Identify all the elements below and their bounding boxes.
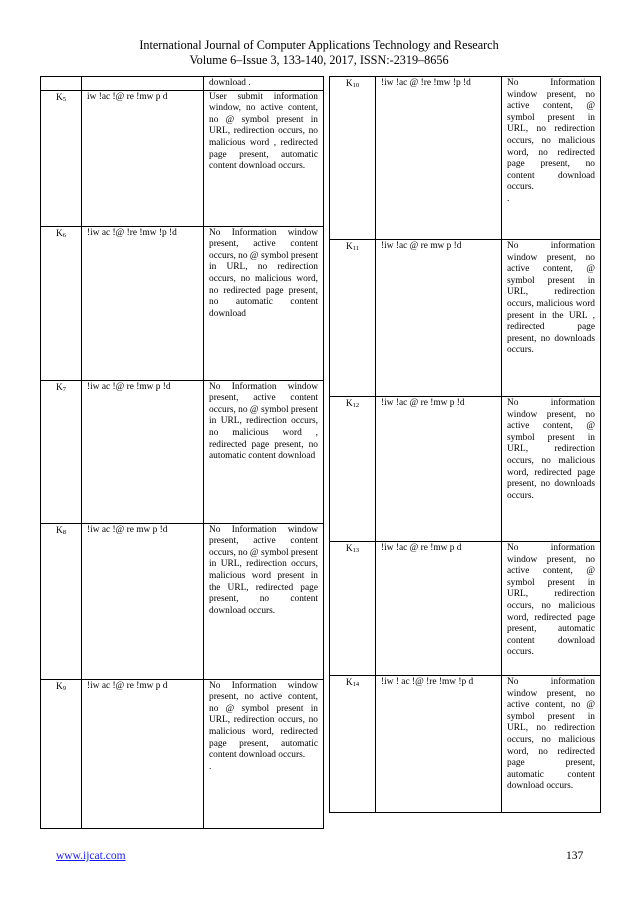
rule-key: $K_6$ — [41, 226, 82, 380]
rule-pattern: iw !ac !@ re !mw p d — [82, 90, 204, 226]
rule-pattern: !iw ac !@ re !mw p !d — [82, 380, 204, 523]
rule-description: User submit information window, no active content, no @ symbol present in URL, redirection occurs, no malicious word , redirected page present, automatic content download occurs. — [204, 90, 324, 226]
rule-pattern: !iw !ac @ !re !mw !p !d — [376, 77, 502, 240]
rule-pattern: !iw ! ac !@ !re !mw !p d — [376, 676, 502, 813]
rule-pattern — [82, 77, 204, 91]
table-row — [41, 77, 324, 91]
rule-pattern: !iw ac !@ re !mw p d — [82, 679, 204, 828]
rule-description: No information window present, no active content, no @ symbol present in URL, no redirection occurs, no malicious word, no redirected page present, automatic content download occurs. — [502, 676, 601, 813]
rule-pattern: !iw !ac @ re !mw p d — [376, 542, 502, 676]
rule-key: $K_9$ — [41, 679, 82, 828]
rule-key: $K_{14}$ — [330, 676, 376, 813]
rule-pattern: !iw ac !@ re mw p !d — [82, 523, 204, 679]
rule-key: $K_8$ — [41, 523, 82, 679]
rule-description: No information window present, no active content, @ symbol present in URL, redirection occurs, malicious word present in the URL , redirected page present, no downloads occurs. — [502, 240, 601, 397]
rule-pattern: !iw !ac @ re mw p !d — [376, 240, 502, 397]
rule-description: No Information window present, no active content, @ symbol present in URL, no redirection occurs, no malicious word, no redirected page present, no content download occurs. . — [502, 77, 601, 240]
journal-header — [0, 38, 638, 68]
rule-description: No information window present, no active content, @ symbol present in URL, redirection occurs, no malicious word, redirected page present, automatic content download occurs. — [502, 542, 601, 676]
rule-key: $K_{11}$ — [330, 240, 376, 397]
rule-key: $K_{12}$ — [330, 397, 376, 542]
rule-description: No Information window present, active content occurs, no @ symbol present in URL, redirection occurs, malicious word present in the URL, redirected page present, no content download occurs. — [204, 523, 324, 679]
table-row — [41, 90, 324, 226]
rule-key: $K_5$ — [41, 90, 82, 226]
table-row — [41, 380, 324, 523]
table-row — [330, 240, 601, 397]
left-rules-table — [40, 76, 324, 829]
rule-key: $K_{13}$ — [330, 542, 376, 676]
journal-volume: Volume 6–Issue 3, 133-140, 2017, ISSN:-2319–8656 — [189, 53, 449, 67]
table-row — [330, 397, 601, 542]
journal-website-link[interactable]: www.ijcat.com — [56, 850, 126, 862]
rule-pattern: !iw ac !@ !re !mw !p !d — [82, 226, 204, 380]
rule-key: $K_{10}$ — [330, 77, 376, 240]
page-number: 137 — [566, 850, 584, 862]
table-row — [330, 542, 601, 676]
rule-description: No Information window present, no active content, no @ symbol present in URL, redirection occurs, no malicious word, redirected page present, automatic content download occurs. . — [204, 679, 324, 828]
table-row — [41, 226, 324, 380]
rule-description: No Information window present, active content occurs, no @ symbol present in URL, redirection occurs, no malicious word , redirected page present, no automatic content download — [204, 380, 324, 523]
rule-description: No information window present, no active content, @ symbol present in URL, redirection occurs, no malicious word, redirected page present, no downloads occurs. — [502, 397, 601, 542]
rule-pattern: !iw !ac @ re !mw p !d — [376, 397, 502, 542]
rule-description: No Information window present, active content occurs, no @ symbol present in URL, no redirection occurs, no malicious word, no redirected page present, no automatic content download — [204, 226, 324, 380]
journal-title: International Journal of Computer Applications Technology and Research — [139, 38, 499, 52]
rule-key — [41, 77, 82, 91]
table-row — [330, 676, 601, 813]
right-rules-table — [329, 76, 601, 813]
rule-key: $K_7$ — [41, 380, 82, 523]
rule-description: download . — [204, 77, 324, 91]
table-row — [41, 523, 324, 679]
table-row — [41, 679, 324, 828]
table-row — [330, 77, 601, 240]
